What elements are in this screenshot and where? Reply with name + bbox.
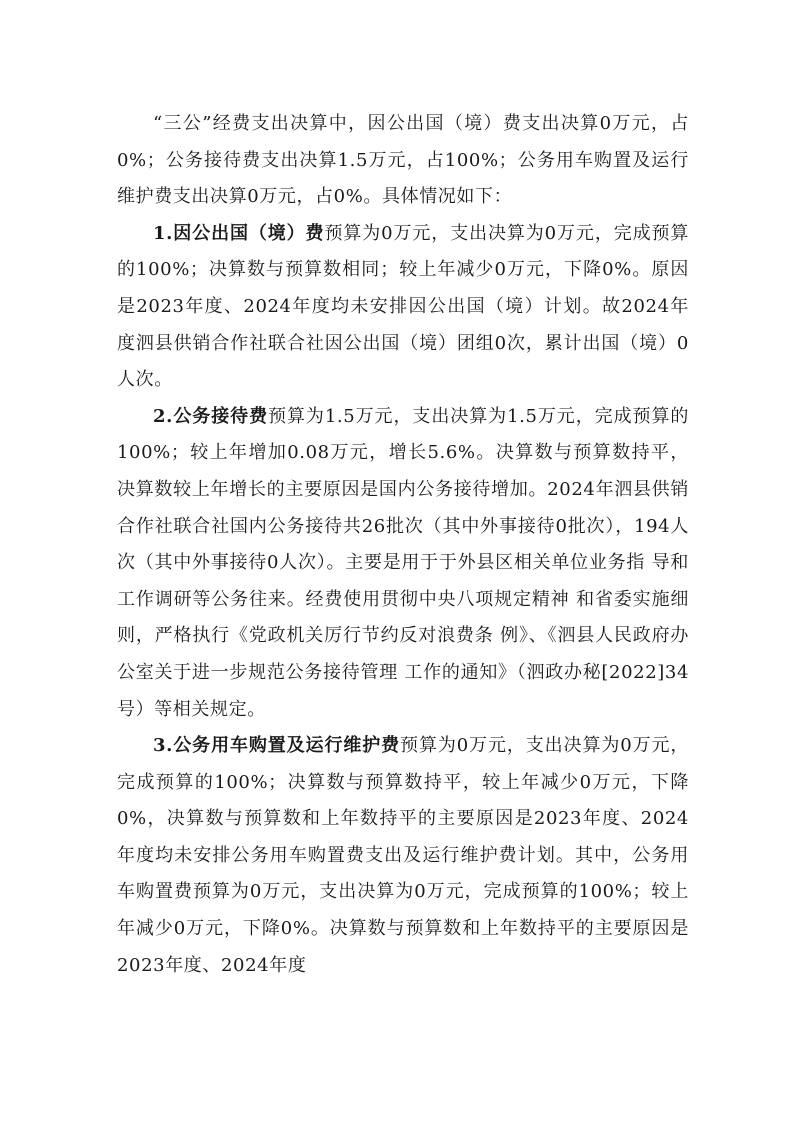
paragraph-official-reception [117, 399, 689, 728]
paragraph-summary [117, 106, 689, 216]
section-heading: 2.公务接待费 [153, 405, 269, 427]
body-text [117, 106, 689, 984]
section-heading: 3.公务用车购置及运行维护费 [153, 735, 401, 757]
paragraph-official-vehicles [117, 728, 689, 984]
paragraph-body: 预算为0万元，支出决算为0万元，完成预算的100%；决算数与预算数持平，较上年减少0万元，下降0%，决算数与预算数和上年数持平的主要原因是2023年度、2024年度均未安排公务用车购置费支出及运行维护费计划。其中，公务用车购置费预算为0万元，支出决算为0万元，完成预算的100%；较上年减少0万元，下降0%。决算数与预算数和上年数持平的主要原因是2023年度、2024年度 [117, 735, 689, 976]
paragraph-overseas-travel [117, 216, 689, 399]
paragraph-body: “三公”经费支出决算中，因公出国（境）费支出决算0万元，占0%；公务接待费支出决算1.5万元，占100%；公务用车购置及运行维护费支出决算0万元，占0%。具体情况如下： [117, 113, 689, 208]
section-heading: 1.因公出国（境）费 [153, 222, 325, 244]
paragraph-body: 预算为1.5万元，支出决算为1.5万元，完成预算的100%；较上年增加0.08万元，增长5.6%。决算数与预算数持平，决算数较上年增长的主要原因是国内公务接待增加。2024年泗县供销合作社联合社国内公务接待共26批次（其中外事接待0批次），194人次（其中外事接待0人次）。主要是用于于外县区相关单位业务指 导和工作调研等公务往来。经费使用贯彻中央八项规定精神 和省委实施细则，严格执行《党政机关厉行节约反对浪费条 例》、《泗县人民政府办公室关于进一步规范公务接待管理 工作的通知》（泗政办秘[2022]34号）等相关规定。 [117, 405, 689, 720]
paragraph-body: 预算为0万元，支出决算为0万元，完成预算的100%；决算数与预算数相同；较上年减少0万元，下降0%。原因是2023年度、2024年度均未安排因公出国（境）计划。故2024年度泗县供销合作社联合社因公出国（境）团组0次，累计出国（境）0人次。 [117, 222, 690, 391]
